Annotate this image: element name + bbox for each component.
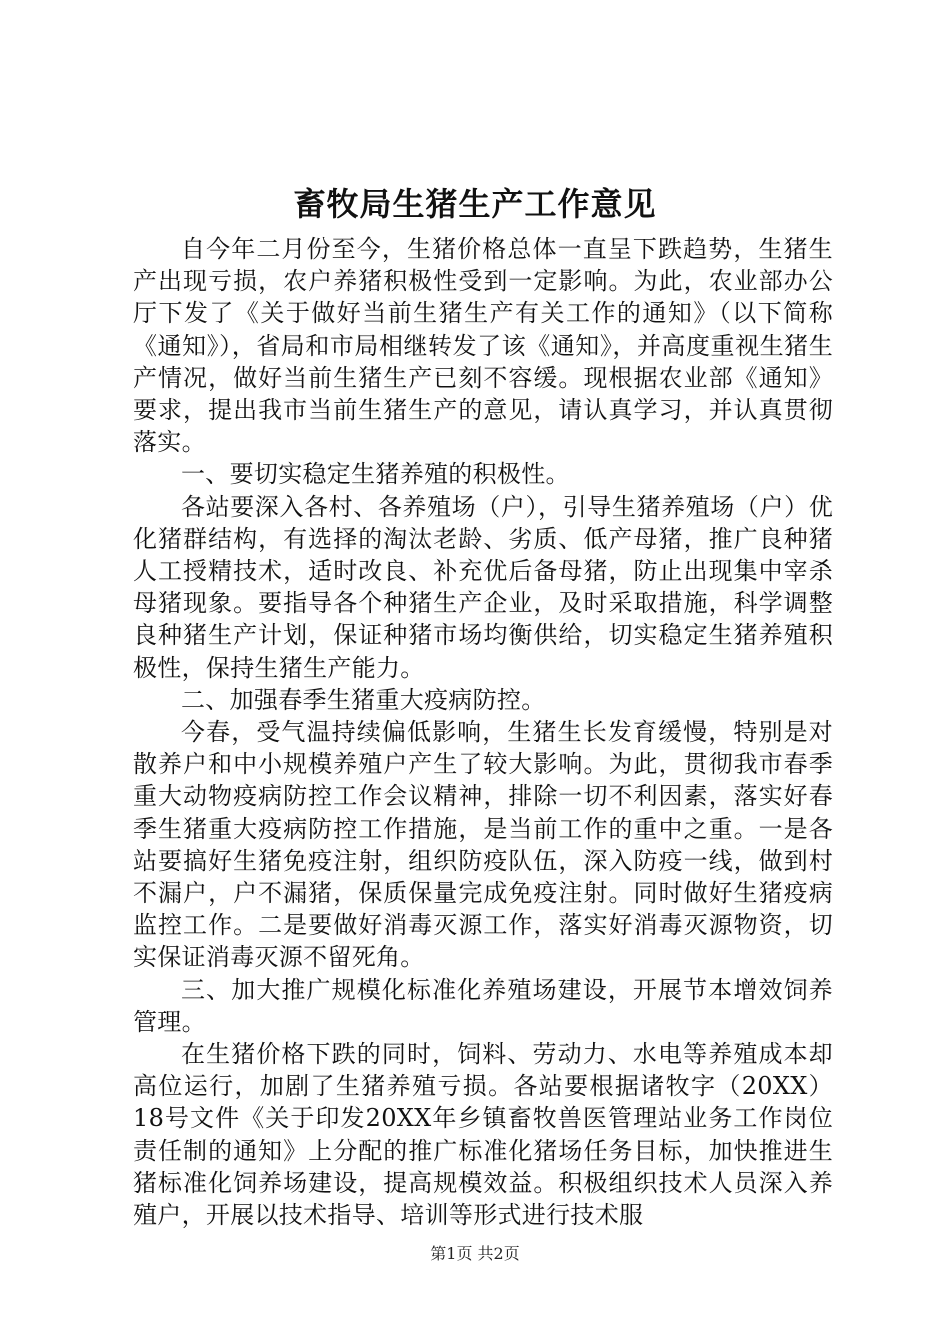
section-heading-3: 三、加大推广规模化标准化养殖场建设，开展节本增效饲养管理。 xyxy=(133,975,833,1036)
paragraph-intro: 自今年二月份至今，生猪价格总体一直呈下跌趋势，生猪生产出现亏损，农户养猪积极性受到一定影响。为此，农业部办公厅下发了《关于做好当前生猪生产有关工作的通知》（以下简称《通知》），省局和市局相继转发了该《通知》，并高度重视生猪生产情况，做好当前生猪生产已刻不容缓。现根据农业部《通知》要求，提出我市当前生猪生产的意见，请认真学习，并认真贯彻落实。 xyxy=(133,235,833,457)
section-heading-2: 二、加强春季生猪重大疫病防控。 xyxy=(181,685,546,714)
paragraph-section-2: 今春，受气温持续偏低影响，生猪生长发育缓慢，特别是对散养户和中小规模养殖户产生了较大影响。为此，贯彻我市春季重大动物疫病防控工作会议精神，排除一切不利因素，落实好春季生猪重大疫病防控工作措施，是当前工作的重中之重。一是各站要搞好生猪免疫注射，组织防疫队伍，深入防疫一线，做到村不漏户，户不漏猪，保质保量完成免疫注射。同时做好生猪疫病监控工作。二是要做好消毒灭源工作，落实好消毒灭源物资，切实保证消毒灭源不留死角。 xyxy=(133,718,833,972)
paragraph-section-1: 各站要深入各村、各养殖场（户），引导生猪养殖场（户）优化猪群结构，有选择的淘汰老龄、劣质、低产母猪，推广良种猪人工授精技术，适时改良、补充优后备母猪，防止出现集中宰杀母猪现象。要指导各个种猪生产企业，及时采取措施，科学调整良种猪生产计划，保证种猪市场均衡供给，切实稳定生猪养殖积极性，保持生猪生产能力。 xyxy=(133,492,833,682)
document-body xyxy=(133,233,833,1231)
page-footer: 第1页 共2页 xyxy=(430,1244,520,1263)
document-title: 畜牧局生猪生产工作意见 xyxy=(293,185,657,223)
section-heading-1: 一、要切实稳定生猪养殖的积极性。 xyxy=(181,460,570,489)
paragraph-section-3: 在生猪价格下跌的同时，饲料、劳动力、水电等养殖成本却高位运行，加剧了生猪养殖亏损。各站要根据诸牧字（20XX）18号文件《关于印发20XX年乡镇畜牧兽医管理站业务工作岗位责任制的通知》上分配的推广标准化猪场任务目标，加快推进生猪标准化饲养场建设，提高规模效益。积极组织技术人员深入养殖户，开展以技术指导、培训等形式进行技术服 xyxy=(133,1040,833,1230)
